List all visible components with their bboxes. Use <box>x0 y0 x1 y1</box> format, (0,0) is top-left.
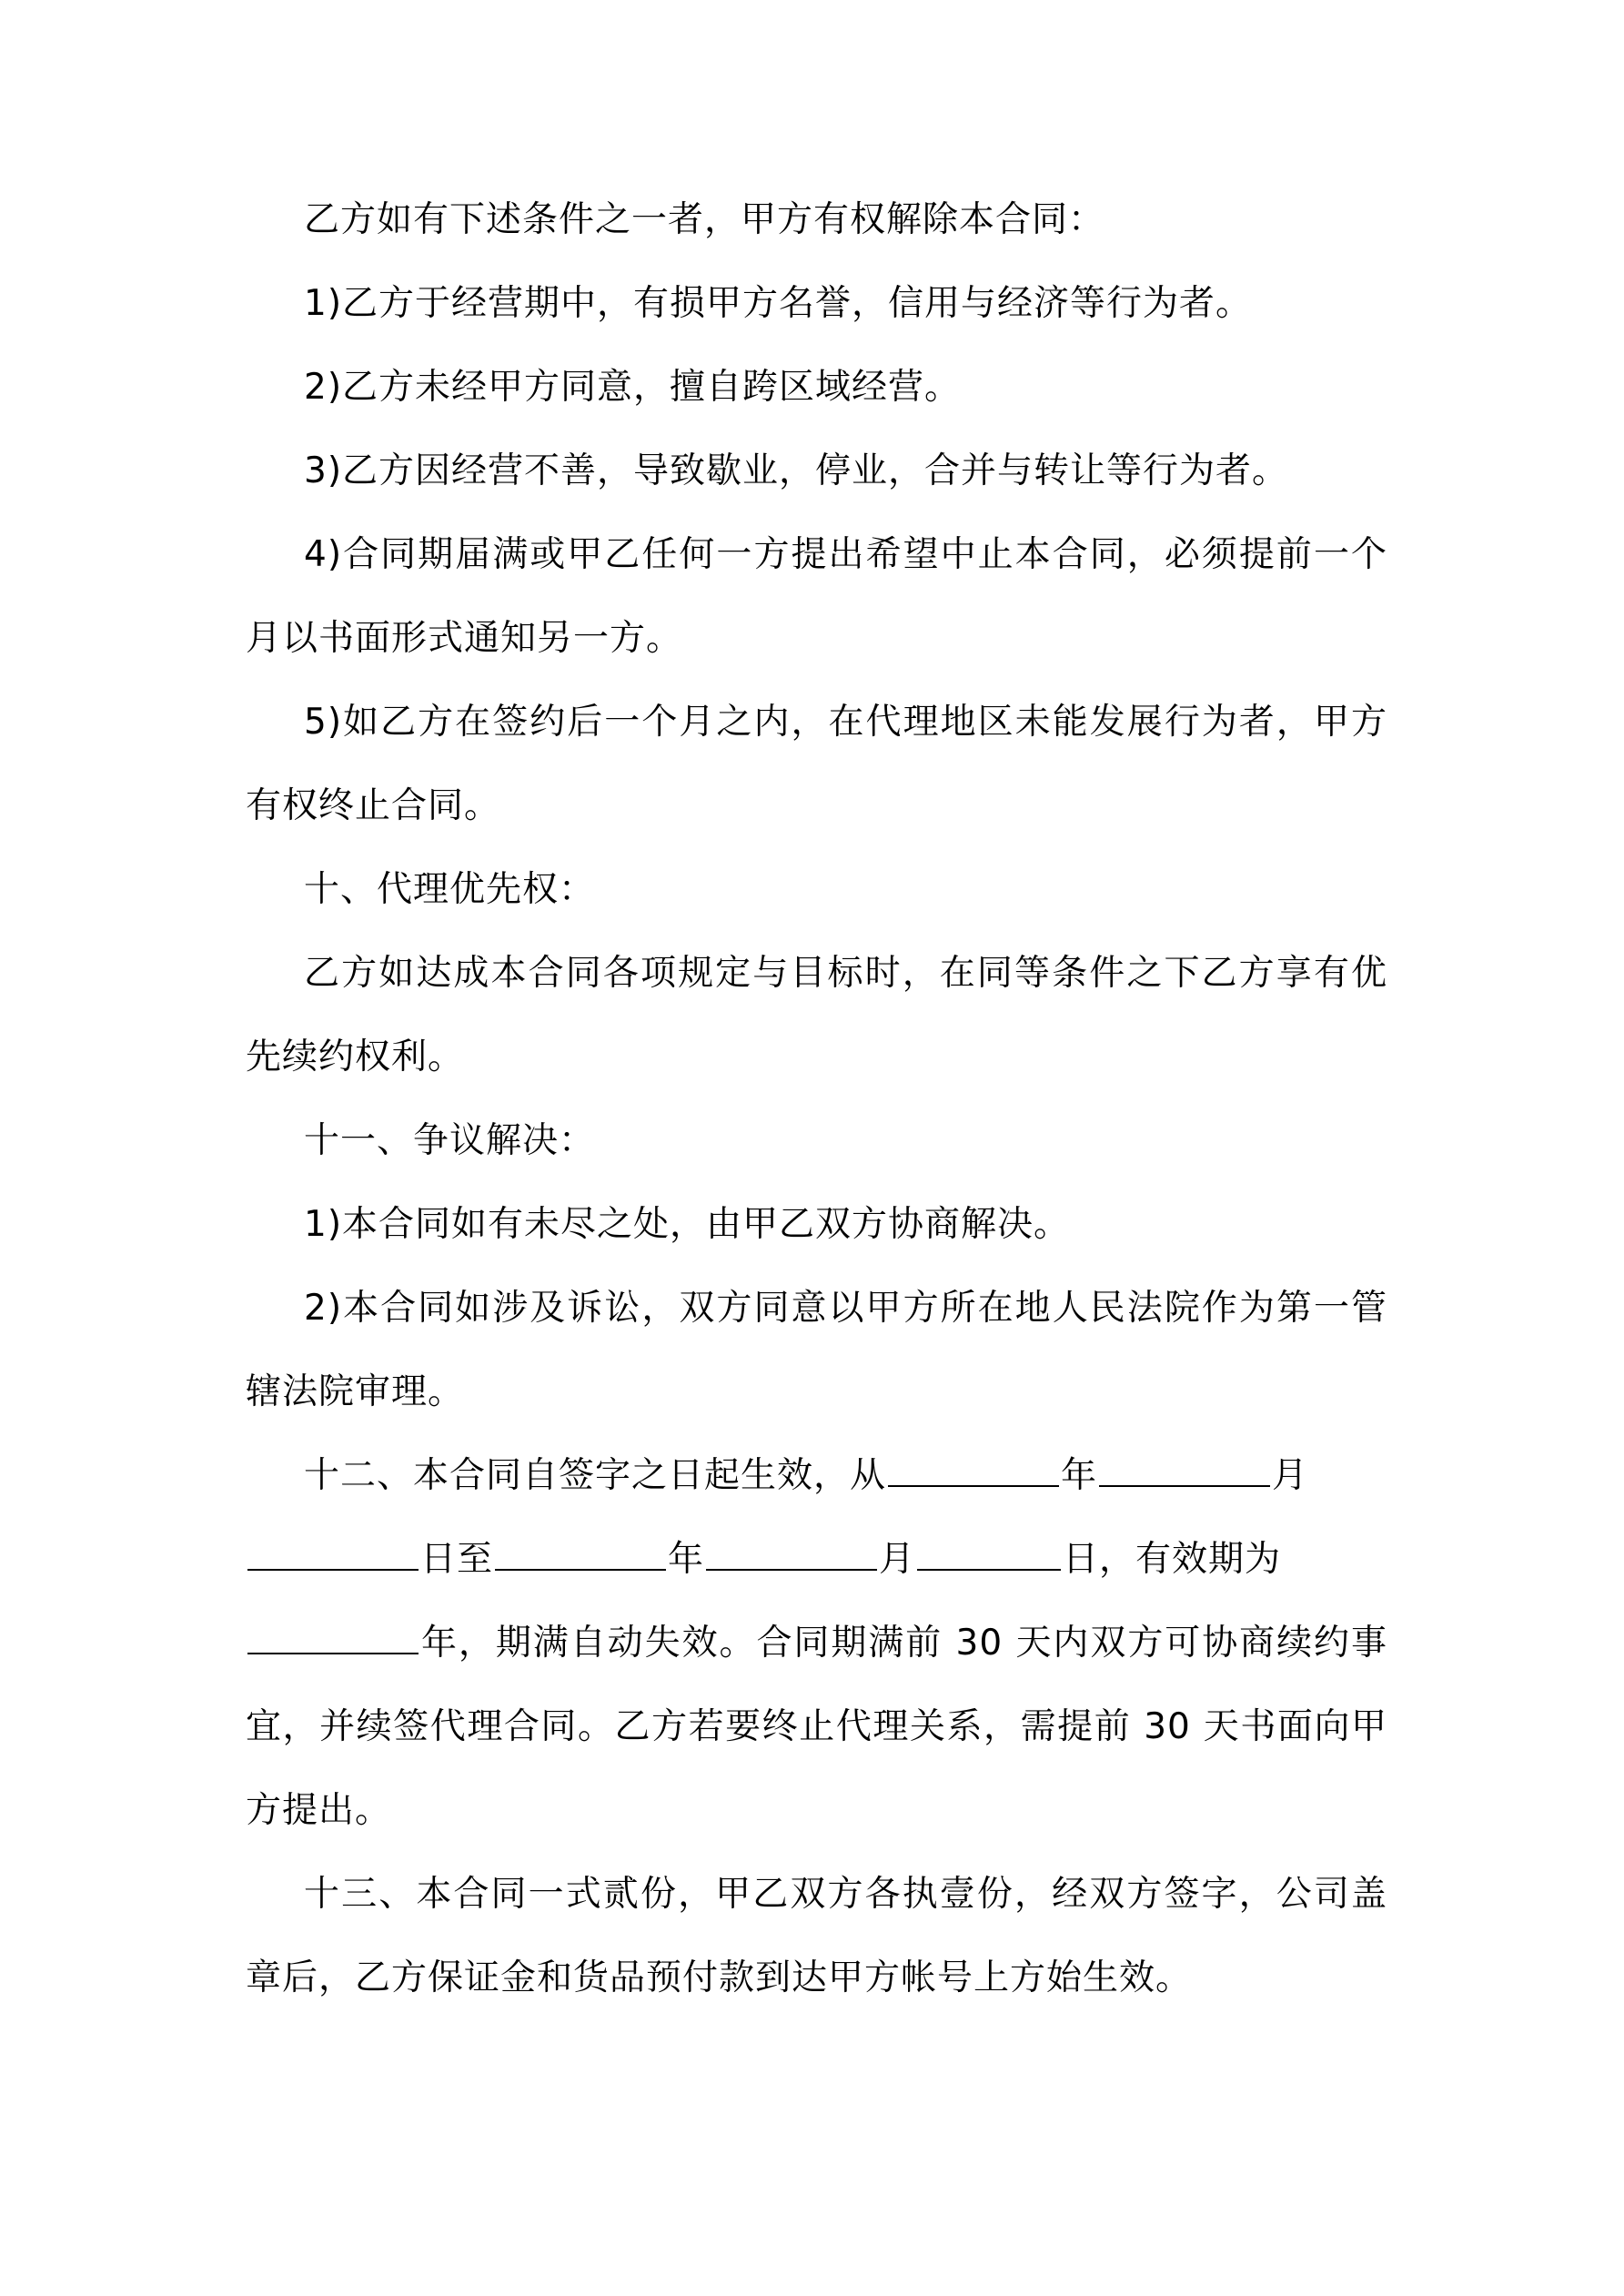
end-day-blank[interactable] <box>917 1529 1061 1571</box>
paragraph-priority: 乙方如达成本合同各项规定与目标时，在同等条件之下乙方享有优先续约权利。 <box>246 953 1387 1077</box>
term-line-1 <box>246 1434 1387 1518</box>
term-clause <box>246 1434 1387 1853</box>
paragraph-termination-intro: 乙方如有下述条件之一者，甲方有权解除本合同： <box>304 199 1105 240</box>
validity-period-text: 年，期满自动失效。合同期满前 30 天内双方可协商续约事宜，并续签代理合同。乙方若要终止代理关系，需提前 30 天书面向甲方提出。 <box>246 1623 1387 1831</box>
start-year-blank[interactable] <box>888 1445 1059 1487</box>
paragraph-clause-1: 1)乙方于经营期中，有损甲方名誉，信用与经济等行为者。 <box>304 283 1253 324</box>
paragraph-dispute-1: 1)本合同如有未尽之处，由甲乙双方协商解决。 <box>304 1204 1071 1245</box>
section-heading-dispute: 十一、争议解决： <box>304 1120 596 1161</box>
start-day-blank[interactable] <box>247 1529 419 1571</box>
term-line-2 <box>246 1518 1387 1602</box>
document-body <box>246 178 1387 2020</box>
paragraph-clause-4: 4)合同期届满或甲乙任何一方提出希望中止本合同，必须提前一个月以书面形式通知另一方。 <box>246 534 1387 659</box>
start-day-label: 日至 <box>420 1539 494 1580</box>
paragraph-dispute-2: 2)本合同如涉及诉讼，双方同意以甲方所在地人民法院作为第一管辖法院审理。 <box>246 1288 1387 1412</box>
start-month-blank[interactable] <box>1099 1445 1270 1487</box>
paragraph-clause-5: 5)如乙方在签约后一个月之内，在代理地区未能发展行为者，甲方有权终止合同。 <box>246 702 1387 826</box>
end-year-blank[interactable] <box>495 1529 666 1571</box>
end-month-blank[interactable] <box>706 1529 877 1571</box>
validity-period-blank[interactable] <box>247 1613 419 1654</box>
paragraph-clause-3: 3)乙方因经营不善，导致歇业，停业，合并与转让等行为者。 <box>304 450 1289 491</box>
paragraph-copies-effect: 十三、本合同一式贰份，甲乙双方各执壹份，经双方签字，公司盖章后，乙方保证金和货品预付款到达甲方帐号上方始生效。 <box>246 1874 1387 1998</box>
start-month-label: 月 <box>1272 1455 1309 1496</box>
term-lead: 十二、本合同自签字之日起生效，从 <box>304 1455 887 1496</box>
end-day-label: 日，有效期为 <box>1063 1539 1282 1580</box>
term-line-3 <box>246 1602 1387 1853</box>
end-month-label: 月 <box>879 1539 916 1580</box>
section-heading-priority: 十、代理优先权： <box>304 869 596 910</box>
start-year-label: 年 <box>1061 1455 1098 1496</box>
paragraph-clause-2: 2)乙方未经甲方同意，擅自跨区域经营。 <box>304 367 962 408</box>
end-year-label: 年 <box>668 1539 705 1580</box>
